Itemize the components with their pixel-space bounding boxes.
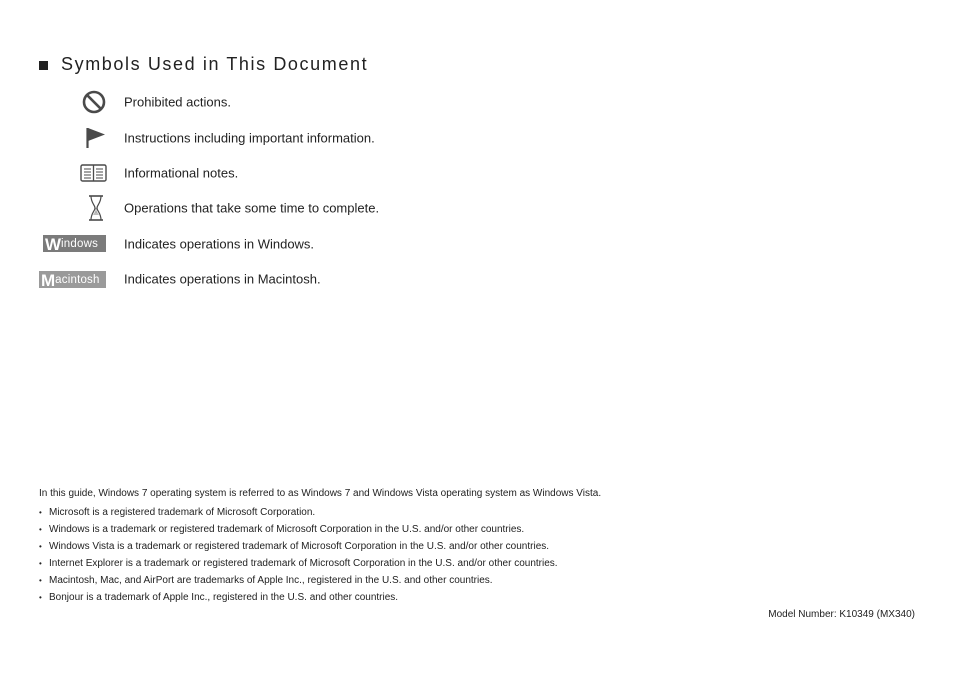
windows-badge-icon: W indows [43,235,106,252]
symbol-description: Informational notes. [124,165,239,181]
model-number: Model Number: K10349 (MX340) [768,609,915,620]
hourglass-icon [87,194,105,222]
section-heading [39,54,368,75]
symbol-row-prohibited [0,89,600,115]
symbol-row-windows [0,231,600,257]
trademark-item: • Macintosh, Mac, and AirPort are trademarks of Apple Inc., registered in the U.S. and other countries. [39,574,601,591]
trademark-item: • Microsoft is a registered trademark of Microsoft Corporation. [39,506,601,523]
flag-icon [85,127,107,149]
book-icon [80,163,107,183]
notes-section [39,488,601,608]
prohibited-icon [82,90,106,114]
symbol-row-notes [0,160,600,186]
square-bullet-icon [39,61,48,70]
symbol-row-macintosh [0,266,600,292]
trademark-list [39,506,601,608]
symbol-description: Instructions including important information. [124,130,375,146]
symbol-description: Indicates operations in Macintosh. [124,271,321,287]
notes-intro: In this guide, Windows 7 operating system is referred to as Windows 7 and Windows Vista operating system as Windows Vista. [39,488,602,499]
symbol-row-important [0,125,600,151]
trademark-item: • Internet Explorer is a trademark or registered trademark of Microsoft Corporation in the U.S. and/or other countries. [39,557,601,574]
macintosh-badge-icon: M acintosh [39,271,106,288]
trademark-item: • Bonjour is a trademark of Apple Inc., registered in the U.S. and other countries. [39,591,601,608]
trademark-item: • Windows Vista is a trademark or registered trademark of Microsoft Corporation in the U.S. and/or other countries. [39,540,601,557]
symbol-description: Prohibited actions. [124,94,231,110]
trademark-item: • Windows is a trademark or registered trademark of Microsoft Corporation in the U.S. and/or other countries. [39,523,601,540]
section-title: Symbols Used in This Document [61,54,369,74]
symbol-row-time [0,195,600,221]
symbol-description: Operations that take some time to complete. [124,200,380,216]
symbol-description: Indicates operations in Windows. [124,236,315,252]
